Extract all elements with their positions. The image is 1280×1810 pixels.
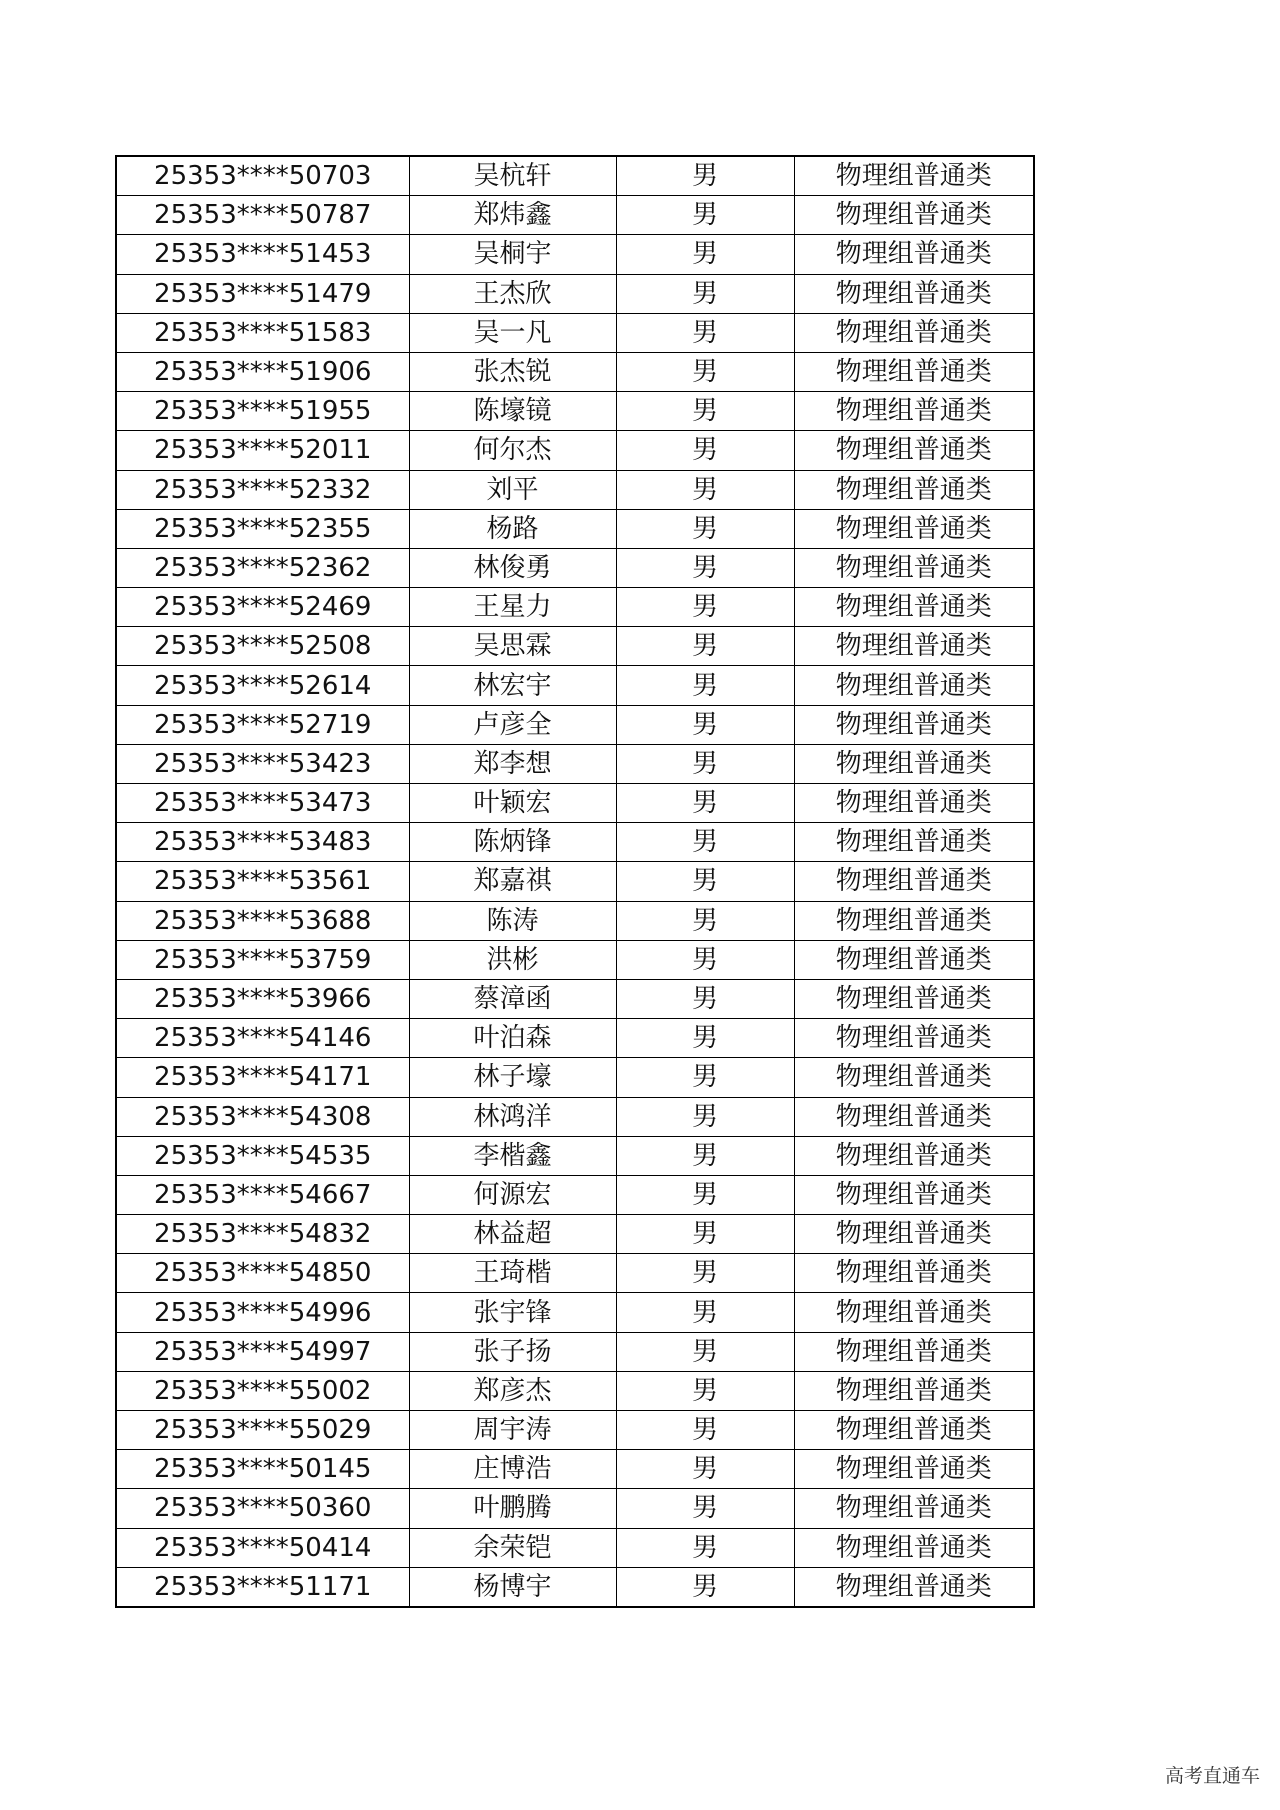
category-cell: 物理组普通类	[794, 1371, 1034, 1410]
candidate-id-cell: 25353****51955	[116, 392, 409, 431]
table-row	[116, 784, 1034, 823]
category-cell: 物理组普通类	[794, 1058, 1034, 1097]
name-cell: 吴杭轩	[409, 156, 616, 196]
gender-cell: 男	[616, 1293, 794, 1332]
table-row	[116, 392, 1034, 431]
table-row	[116, 1567, 1034, 1607]
table-row	[116, 588, 1034, 627]
candidate-id-cell: 25353****54996	[116, 1293, 409, 1332]
category-cell: 物理组普通类	[794, 1215, 1034, 1254]
table-row	[116, 1215, 1034, 1254]
name-cell: 郑李想	[409, 744, 616, 783]
table-row	[116, 274, 1034, 313]
gender-cell: 男	[616, 548, 794, 587]
category-cell: 物理组普通类	[794, 823, 1034, 862]
candidate-id-cell: 25353****54850	[116, 1254, 409, 1293]
candidate-id-cell: 25353****50703	[116, 156, 409, 196]
name-cell: 陈壕镜	[409, 392, 616, 431]
table-row	[116, 666, 1034, 705]
category-cell: 物理组普通类	[794, 1175, 1034, 1214]
category-cell: 物理组普通类	[794, 313, 1034, 352]
candidate-id-cell: 25353****52469	[116, 588, 409, 627]
category-cell: 物理组普通类	[794, 235, 1034, 274]
table-row	[116, 1097, 1034, 1136]
category-cell: 物理组普通类	[794, 509, 1034, 548]
table-row	[116, 509, 1034, 548]
category-cell: 物理组普通类	[794, 1450, 1034, 1489]
table-row	[116, 1528, 1034, 1567]
gender-cell: 男	[616, 313, 794, 352]
name-cell: 李楷鑫	[409, 1136, 616, 1175]
table-row	[116, 1293, 1034, 1332]
gender-cell: 男	[616, 1528, 794, 1567]
candidate-id-cell: 25353****50787	[116, 196, 409, 235]
gender-cell: 男	[616, 744, 794, 783]
table-row	[116, 1058, 1034, 1097]
gender-cell: 男	[616, 1136, 794, 1175]
gender-cell: 男	[616, 470, 794, 509]
category-cell: 物理组普通类	[794, 548, 1034, 587]
category-cell: 物理组普通类	[794, 196, 1034, 235]
table-row	[116, 313, 1034, 352]
candidate-id-cell: 25353****52719	[116, 705, 409, 744]
name-cell: 何源宏	[409, 1175, 616, 1214]
candidate-id-cell: 25353****55029	[116, 1411, 409, 1450]
category-cell: 物理组普通类	[794, 392, 1034, 431]
candidate-id-cell: 25353****53483	[116, 823, 409, 862]
table-row	[116, 431, 1034, 470]
gender-cell: 男	[616, 705, 794, 744]
gender-cell: 男	[616, 1332, 794, 1371]
candidate-id-cell: 25353****53423	[116, 744, 409, 783]
gender-cell: 男	[616, 235, 794, 274]
table-row	[116, 979, 1034, 1018]
candidate-id-cell: 25353****53759	[116, 940, 409, 979]
name-cell: 杨路	[409, 509, 616, 548]
category-cell: 物理组普通类	[794, 1254, 1034, 1293]
gender-cell: 男	[616, 156, 794, 196]
category-cell: 物理组普通类	[794, 1097, 1034, 1136]
gender-cell: 男	[616, 666, 794, 705]
category-cell: 物理组普通类	[794, 274, 1034, 313]
table-row	[116, 1450, 1034, 1489]
name-cell: 余荣铠	[409, 1528, 616, 1567]
gender-cell: 男	[616, 1450, 794, 1489]
table-row	[116, 235, 1034, 274]
candidate-id-cell: 25353****52614	[116, 666, 409, 705]
watermark-text: 高考直通车	[1164, 1765, 1260, 1787]
name-cell: 林益超	[409, 1215, 616, 1254]
name-cell: 庄博浩	[409, 1450, 616, 1489]
name-cell: 卢彦全	[409, 705, 616, 744]
name-cell: 郑炜鑫	[409, 196, 616, 235]
category-cell: 物理组普通类	[794, 901, 1034, 940]
category-cell: 物理组普通类	[794, 1293, 1034, 1332]
name-cell: 陈涛	[409, 901, 616, 940]
category-cell: 物理组普通类	[794, 784, 1034, 823]
candidate-id-cell: 25353****54308	[116, 1097, 409, 1136]
category-cell: 物理组普通类	[794, 979, 1034, 1018]
candidate-id-cell: 25353****52362	[116, 548, 409, 587]
candidate-id-cell: 25353****51906	[116, 352, 409, 391]
table-row	[116, 1254, 1034, 1293]
gender-cell: 男	[616, 588, 794, 627]
name-cell: 林宏宇	[409, 666, 616, 705]
category-cell: 物理组普通类	[794, 1136, 1034, 1175]
gender-cell: 男	[616, 823, 794, 862]
gender-cell: 男	[616, 979, 794, 1018]
gender-cell: 男	[616, 1058, 794, 1097]
gender-cell: 男	[616, 1489, 794, 1528]
category-cell: 物理组普通类	[794, 1019, 1034, 1058]
table-row	[116, 156, 1034, 196]
name-cell: 刘平	[409, 470, 616, 509]
name-cell: 郑彦杰	[409, 1371, 616, 1410]
table-row	[116, 940, 1034, 979]
table-row	[116, 352, 1034, 391]
name-cell: 王杰欣	[409, 274, 616, 313]
candidate-id-cell: 25353****52011	[116, 431, 409, 470]
candidate-id-cell: 25353****51171	[116, 1567, 409, 1607]
candidate-id-cell: 25353****50145	[116, 1450, 409, 1489]
category-cell: 物理组普通类	[794, 1489, 1034, 1528]
table-row	[116, 1371, 1034, 1410]
name-cell: 林鸿洋	[409, 1097, 616, 1136]
gender-cell: 男	[616, 274, 794, 313]
admission-list-table	[115, 155, 1035, 1608]
name-cell: 何尔杰	[409, 431, 616, 470]
category-cell: 物理组普通类	[794, 431, 1034, 470]
gender-cell: 男	[616, 1411, 794, 1450]
candidate-id-cell: 25353****51453	[116, 235, 409, 274]
table-row	[116, 1332, 1034, 1371]
candidate-id-cell: 25353****50360	[116, 1489, 409, 1528]
category-cell: 物理组普通类	[794, 470, 1034, 509]
name-cell: 叶泊森	[409, 1019, 616, 1058]
name-cell: 洪彬	[409, 940, 616, 979]
candidate-id-cell: 25353****53966	[116, 979, 409, 1018]
candidate-id-cell: 25353****54832	[116, 1215, 409, 1254]
name-cell: 吴桐宇	[409, 235, 616, 274]
candidate-id-cell: 25353****50414	[116, 1528, 409, 1567]
table-row	[116, 627, 1034, 666]
table-row	[116, 1019, 1034, 1058]
gender-cell: 男	[616, 1097, 794, 1136]
candidate-id-cell: 25353****52332	[116, 470, 409, 509]
table-row	[116, 1411, 1034, 1450]
candidate-id-cell: 25353****54535	[116, 1136, 409, 1175]
gender-cell: 男	[616, 1371, 794, 1410]
name-cell: 张杰锐	[409, 352, 616, 391]
gender-cell: 男	[616, 901, 794, 940]
category-cell: 物理组普通类	[794, 352, 1034, 391]
table-row	[116, 1136, 1034, 1175]
category-cell: 物理组普通类	[794, 1411, 1034, 1450]
candidate-id-cell: 25353****51583	[116, 313, 409, 352]
category-cell: 物理组普通类	[794, 156, 1034, 196]
name-cell: 周宇涛	[409, 1411, 616, 1450]
name-cell: 林俊勇	[409, 548, 616, 587]
candidate-id-cell: 25353****54997	[116, 1332, 409, 1371]
gender-cell: 男	[616, 862, 794, 901]
candidate-id-cell: 25353****52355	[116, 509, 409, 548]
category-cell: 物理组普通类	[794, 940, 1034, 979]
name-cell: 张宇锋	[409, 1293, 616, 1332]
name-cell: 叶鹏腾	[409, 1489, 616, 1528]
table-row	[116, 705, 1034, 744]
candidate-id-cell: 25353****54667	[116, 1175, 409, 1214]
gender-cell: 男	[616, 352, 794, 391]
candidate-id-cell: 25353****52508	[116, 627, 409, 666]
category-cell: 物理组普通类	[794, 1528, 1034, 1567]
table-row	[116, 1489, 1034, 1528]
table-row	[116, 1175, 1034, 1214]
table-row	[116, 862, 1034, 901]
gender-cell: 男	[616, 1019, 794, 1058]
table-body	[116, 156, 1034, 1607]
name-cell: 吴思霖	[409, 627, 616, 666]
table-row	[116, 196, 1034, 235]
candidate-id-cell: 25353****53688	[116, 901, 409, 940]
name-cell: 郑嘉祺	[409, 862, 616, 901]
name-cell: 蔡漳函	[409, 979, 616, 1018]
name-cell: 林子壕	[409, 1058, 616, 1097]
category-cell: 物理组普通类	[794, 666, 1034, 705]
table-row	[116, 823, 1034, 862]
name-cell: 王星力	[409, 588, 616, 627]
category-cell: 物理组普通类	[794, 1567, 1034, 1607]
gender-cell: 男	[616, 392, 794, 431]
gender-cell: 男	[616, 431, 794, 470]
name-cell: 叶颖宏	[409, 784, 616, 823]
table-row	[116, 744, 1034, 783]
category-cell: 物理组普通类	[794, 1332, 1034, 1371]
table-row	[116, 548, 1034, 587]
name-cell: 陈炳锋	[409, 823, 616, 862]
category-cell: 物理组普通类	[794, 705, 1034, 744]
candidate-id-cell: 25353****53561	[116, 862, 409, 901]
table-row	[116, 470, 1034, 509]
category-cell: 物理组普通类	[794, 627, 1034, 666]
name-cell: 吴一凡	[409, 313, 616, 352]
table-row	[116, 901, 1034, 940]
gender-cell: 男	[616, 509, 794, 548]
name-cell: 杨博宇	[409, 1567, 616, 1607]
name-cell: 王琦楷	[409, 1254, 616, 1293]
candidate-id-cell: 25353****55002	[116, 1371, 409, 1410]
gender-cell: 男	[616, 1215, 794, 1254]
category-cell: 物理组普通类	[794, 862, 1034, 901]
category-cell: 物理组普通类	[794, 588, 1034, 627]
candidate-id-cell: 25353****51479	[116, 274, 409, 313]
gender-cell: 男	[616, 784, 794, 823]
category-cell: 物理组普通类	[794, 744, 1034, 783]
gender-cell: 男	[616, 1567, 794, 1607]
gender-cell: 男	[616, 940, 794, 979]
candidate-id-cell: 25353****54146	[116, 1019, 409, 1058]
candidate-id-cell: 25353****53473	[116, 784, 409, 823]
gender-cell: 男	[616, 196, 794, 235]
candidate-id-cell: 25353****54171	[116, 1058, 409, 1097]
gender-cell: 男	[616, 1254, 794, 1293]
gender-cell: 男	[616, 627, 794, 666]
name-cell: 张子扬	[409, 1332, 616, 1371]
gender-cell: 男	[616, 1175, 794, 1214]
